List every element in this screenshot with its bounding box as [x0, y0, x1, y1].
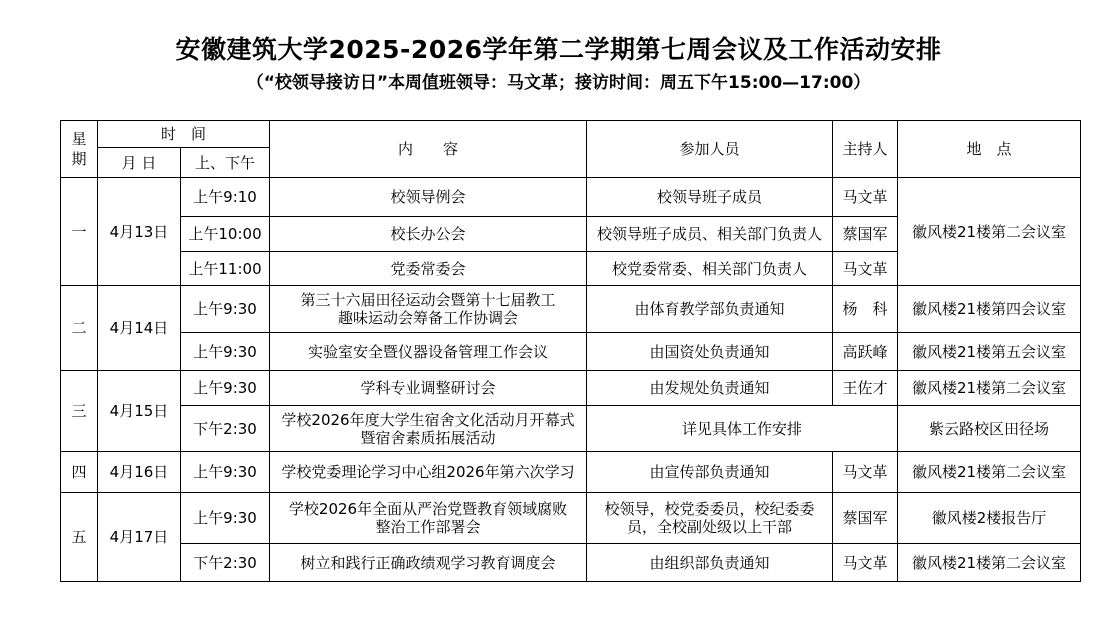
weekday-cell: 一	[61, 178, 98, 286]
time-cell: 上午9:10	[181, 178, 270, 217]
header-location: 地 点	[898, 121, 1081, 178]
date-cell: 4月17日	[98, 493, 181, 582]
participants-cell: 由组织部负责通知	[587, 544, 833, 582]
content-line: 学校2026年度大学生宿舍文化活动月开幕式	[281, 410, 575, 429]
schedule-table	[60, 120, 1081, 582]
date-cell: 4月15日	[98, 371, 181, 452]
content-line: 第三十六届田径运动会暨第十七届教工	[300, 291, 556, 309]
content-cell	[270, 493, 587, 544]
header-time: 时 间	[98, 121, 270, 148]
participants-cell: 校领导班子成员	[587, 178, 833, 217]
weekday-cell: 三	[61, 371, 98, 452]
host-cell: 高跃峰	[833, 333, 898, 371]
content-cell: 树立和践行正确政绩观学习教育调度会	[270, 544, 587, 582]
time-cell: 上午9:30	[181, 371, 270, 406]
participants-cell: 由国资处负责通知	[587, 333, 833, 371]
participants-cell: 由宣传部负责通知	[587, 452, 833, 493]
participants-line: 校领导，校党委委员，校纪委委	[604, 500, 815, 518]
header-weekday: 星期	[61, 121, 98, 178]
location-cell: 紫云路校区田径场	[898, 406, 1081, 452]
page-subtitle: （“校领导接访日”本周值班领导：马文革；接访时间：周五下午15:00—17:00）	[246, 73, 871, 93]
weekday-cell: 二	[61, 286, 98, 371]
weekday-cell: 四	[61, 452, 98, 493]
time-cell: 下午2:30	[181, 544, 270, 582]
date-cell: 4月14日	[98, 286, 181, 371]
host-cell: 蔡国军	[833, 217, 898, 252]
participants-cell: 由体育教学部负责通知	[587, 286, 833, 333]
content-cell: 学校党委理论学习中心组2026年第六次学习	[270, 452, 587, 493]
time-cell: 上午9:30	[181, 452, 270, 493]
table-row	[61, 286, 1081, 333]
header-participants: 参加人员	[587, 121, 833, 178]
content-cell: 校领导例会	[270, 178, 587, 217]
weekday-cell: 五	[61, 493, 98, 582]
table-row	[61, 333, 1081, 371]
location-cell: 徽风楼21楼第二会议室	[898, 452, 1081, 493]
header-ampm: 上、下午	[181, 148, 270, 178]
participants-cell: 详见具体工作安排	[587, 406, 898, 452]
time-cell: 上午10:00	[181, 217, 270, 252]
header-host: 主持人	[833, 121, 898, 178]
location-cell: 徽风楼21楼第二会议室	[898, 544, 1081, 582]
content-cell	[270, 286, 587, 333]
date-cell: 4月16日	[98, 452, 181, 493]
time-cell: 上午9:30	[181, 333, 270, 371]
header-content: 内 容	[270, 121, 587, 178]
content-cell: 党委常委会	[270, 252, 587, 286]
time-cell: 上午9:30	[181, 493, 270, 544]
location-cell: 徽风楼21楼第二会议室	[898, 371, 1081, 406]
table-row	[61, 493, 1081, 544]
location-cell: 徽风楼21楼第四会议室	[898, 286, 1081, 333]
time-cell: 上午9:30	[181, 286, 270, 333]
content-line: 暨宿舍素质拓展活动	[360, 428, 496, 447]
participants-line: 员，全校副处级以上干部	[627, 518, 793, 536]
header-date: 月 日	[98, 148, 181, 178]
table-row	[61, 452, 1081, 493]
content-line: 学校2026年全面从严治党暨教育领域腐败	[288, 500, 568, 518]
table-row	[61, 406, 1081, 452]
location-cell: 徽风楼21楼第五会议室	[898, 333, 1081, 371]
participants-cell	[587, 493, 833, 544]
table-row	[61, 544, 1081, 582]
host-cell: 马文革	[833, 544, 898, 582]
table-row	[61, 178, 1081, 217]
table-row	[61, 371, 1081, 406]
host-cell: 蔡国军	[833, 493, 898, 544]
host-cell: 王佐才	[833, 371, 898, 406]
location-cell: 徽风楼21楼第二会议室	[898, 178, 1081, 286]
content-cell: 校长办公会	[270, 217, 587, 252]
date-cell: 4月13日	[98, 178, 181, 286]
content-cell: 学科专业调整研讨会	[270, 371, 587, 406]
host-cell: 马文革	[833, 252, 898, 286]
participants-cell: 校领导班子成员、相关部门负责人	[587, 217, 833, 252]
host-cell: 杨 科	[833, 286, 898, 333]
participants-cell: 由发规处负责通知	[587, 371, 833, 406]
location-cell: 徽风楼2楼报告厅	[898, 493, 1081, 544]
content-line: 趣味运动会筹备工作协调会	[338, 309, 519, 327]
content-cell	[270, 406, 587, 452]
time-cell: 上午11:00	[181, 252, 270, 286]
content-line: 整治工作部署会	[375, 518, 481, 536]
time-cell: 下午2:30	[181, 406, 270, 452]
host-cell: 马文革	[833, 452, 898, 493]
content-cell: 实验室安全暨仪器设备管理工作会议	[270, 333, 587, 371]
header-row	[61, 121, 1081, 148]
page-title: 安徽建筑大学2025-2026学年第二学期第七周会议及工作活动安排	[175, 35, 942, 64]
host-cell: 马文革	[833, 178, 898, 217]
participants-cell: 校党委常委、相关部门负责人	[587, 252, 833, 286]
